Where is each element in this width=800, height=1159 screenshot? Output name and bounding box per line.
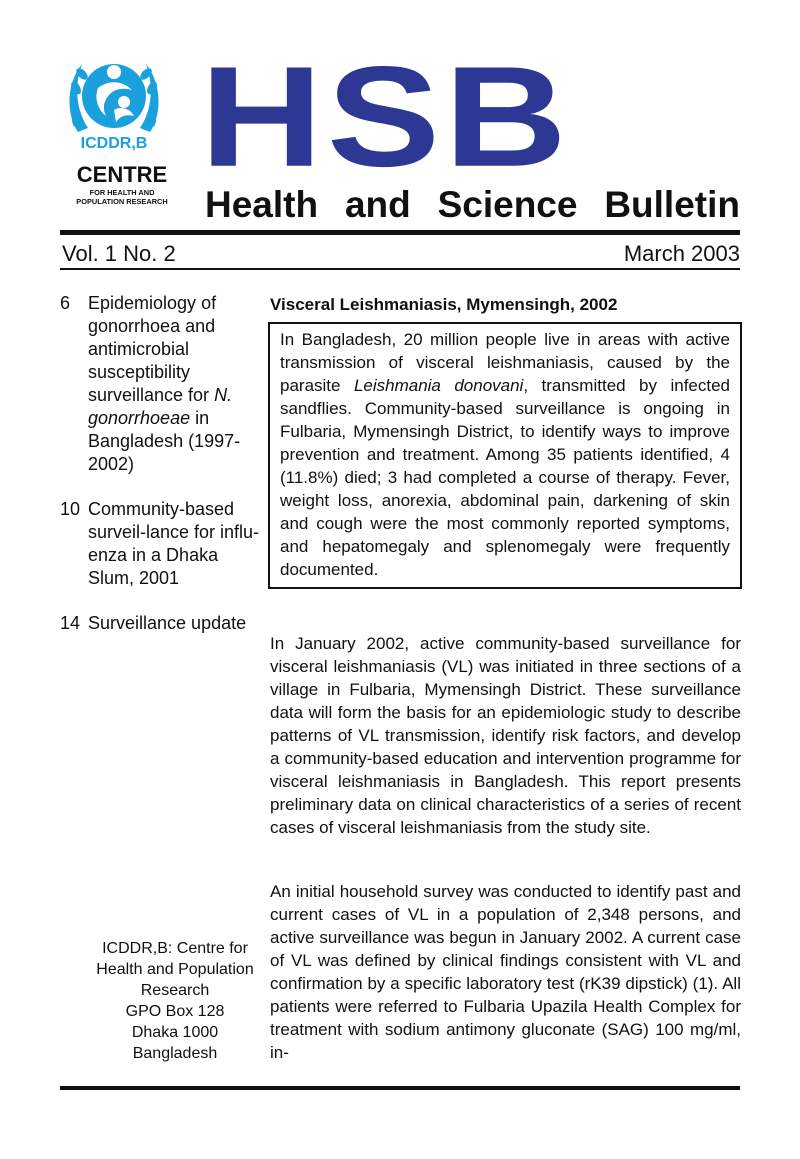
issue-date: March 2003 (623, 241, 740, 266)
article-title: Visceral Leishmaniasis, Mymensingh, 2002 (270, 295, 618, 314)
address-line: Bangladesh (132, 1045, 218, 1062)
toc-page-number: 10 (60, 499, 81, 519)
toc-item-influenza[interactable] (60, 498, 260, 590)
bulletin-brand: HSB (200, 37, 571, 197)
address-line: Health and Population (96, 961, 254, 978)
toc-item-title: Surveillance update (88, 613, 247, 633)
toc-item-title: Community-based surveil-lance for influ-enza in a Dhaka Slum, 2001 (88, 499, 260, 588)
masthead-rule-bottom (60, 268, 740, 270)
bulletin-subtitle: Health and Science Bulletin (205, 184, 740, 225)
address-line: ICDDR,B: Centre for (102, 940, 248, 957)
toc-item-gonorrhoea[interactable] (60, 292, 240, 476)
org-subtitle-line-1: FOR HEALTH AND (89, 188, 155, 197)
article-paragraph-1: In January 2002, active community-based surveillance for visceral leishmaniasis (VL) was initiated in three sections of a village in Fulbaria, Mymensingh District. These surveillance data will form the basis for an epidemiologic study to describe patterns of VL transmission, identify risk factors, and develop a community-based education and intervention programme for visceral leishmaniasis in Bangladesh. This report presents preliminary data on clinical characteristics of a series of recent cases of visceral leishmaniasis from the study site. (270, 634, 741, 837)
org-short-name: CENTRE (76, 162, 168, 187)
toc-page-number: 6 (60, 293, 71, 313)
logo-wordmark: ICDDR,B (80, 135, 148, 152)
org-subtitle-line-2: POPULATION RESEARCH (76, 197, 168, 206)
address-line: GPO Box 128 (125, 1003, 225, 1020)
issue-volume: Vol. 1 No. 2 (62, 241, 176, 266)
icddrb-logo (64, 44, 164, 154)
org-subtitle (70, 188, 174, 206)
article-paragraph-2: An initial household survey was conducted to identify past and current cases of VL in a population of 2,348 persons, and active surveillance was begun in January 2002. A current case of VL was defined by clinical findings consistent with VL and confirmation by a specific laboratory test (rK39 dipstick) (1). All patients were referred to Fulbaria Upazila Health Complex for treatment with sodium antimony gluconate (SAG) 100 mg/ml, in- (270, 882, 741, 1062)
address-line: Research (140, 982, 210, 999)
masthead-rule-top (60, 230, 740, 235)
publisher-address (62, 938, 288, 1064)
toc-item-title: Epidemiology of gonorrhoea and antimicrobial susceptibility surveillance for N. gonorrhoeae in Bangladesh (1997-2002) (88, 293, 241, 474)
toc-item-surveillance-update[interactable] (60, 612, 247, 635)
article-summary-box: In Bangladesh, 20 million people live in areas with active transmission of visceral leishmaniasis, caused by the parasite Leishmania donovani, transmitted by infected sandflies. Community-based surveillance is ongoing in Fulbaria, Mymensingh District, to identify ways to improve prevention and treatment. Among 35 patients identified, 4 (11.8%) died; 3 had completed a course of therapy. Fever, weight loss, anorexia, abdominal pain, darkening of skin and cough were the most commonly reported symptoms, and hepatomegaly and splenomegaly were frequently documented. (268, 322, 742, 589)
footer-rule (60, 1086, 740, 1090)
address-line: Dhaka 1000 (131, 1024, 219, 1041)
table-of-contents (60, 292, 260, 657)
toc-page-number: 14 (60, 613, 81, 633)
